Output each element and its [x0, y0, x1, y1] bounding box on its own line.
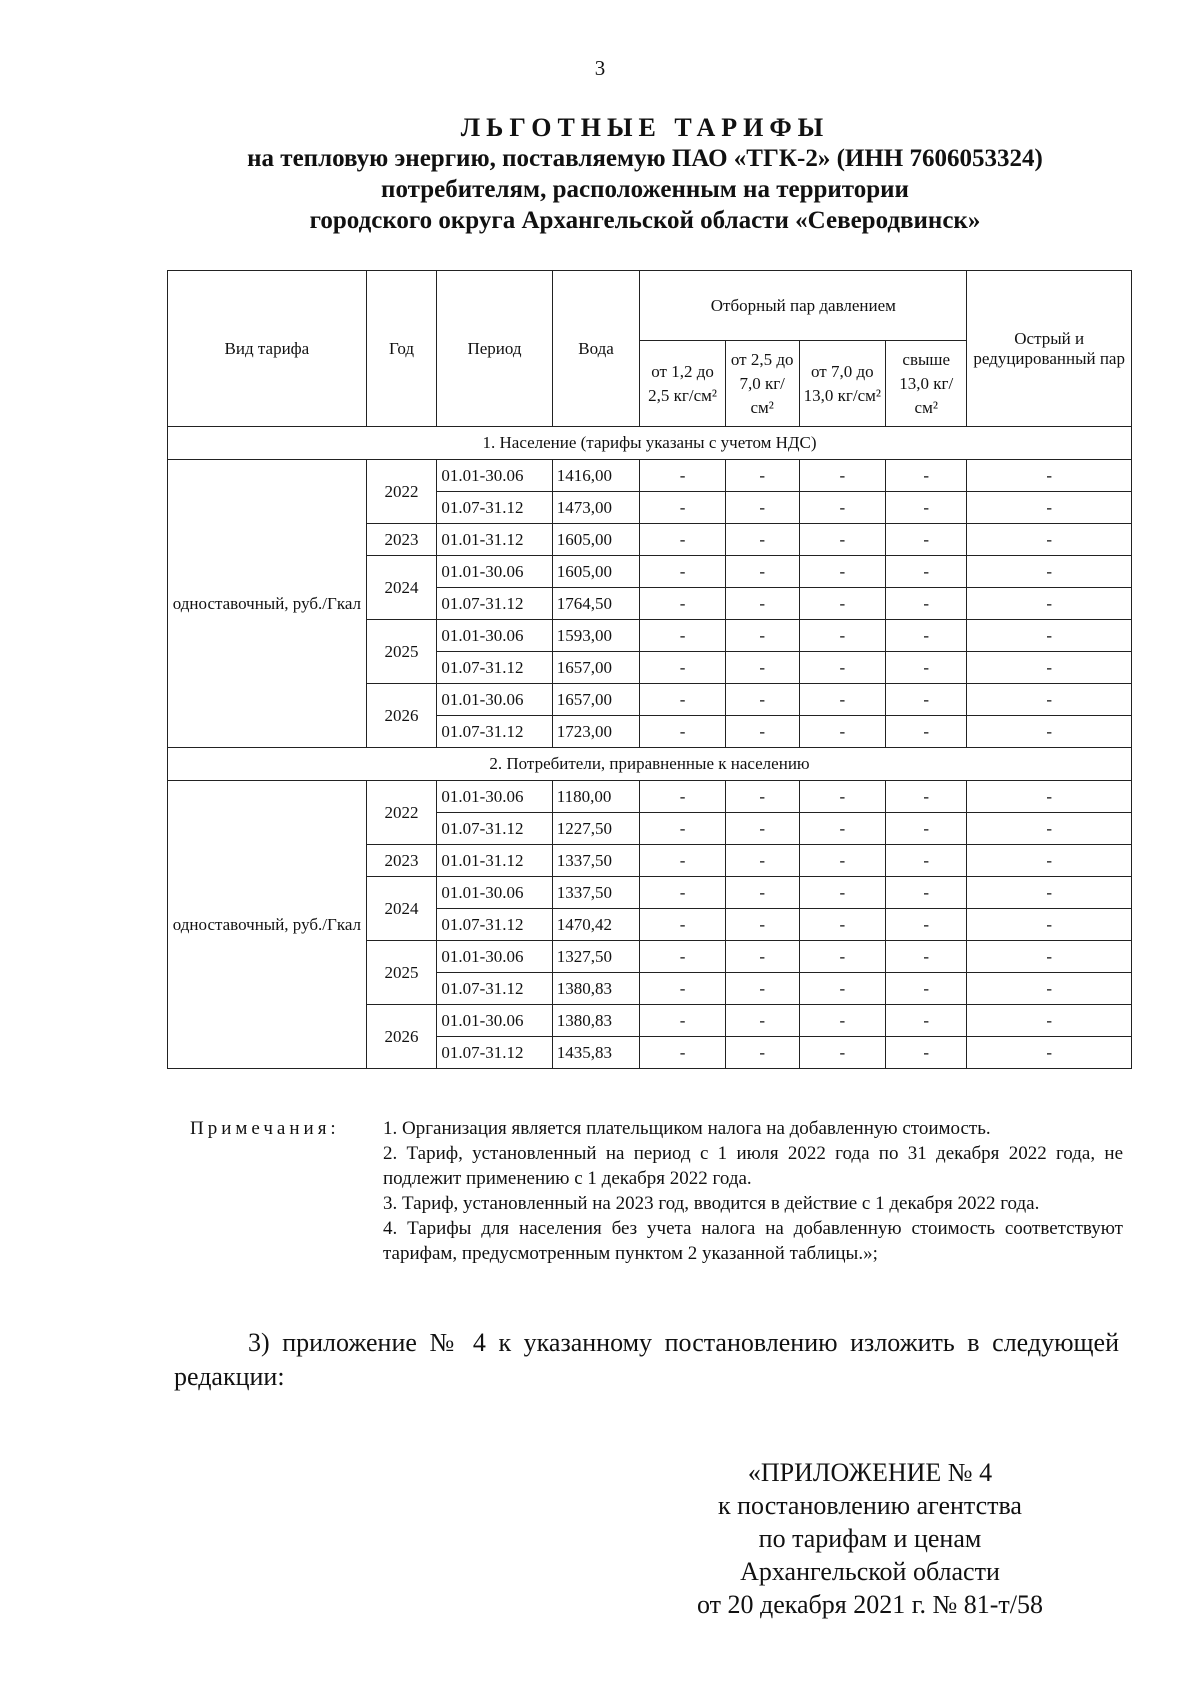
cell-period: 01.01-30.06: [437, 620, 552, 652]
cell-tariff-type: одноставочный, руб./Гкал: [168, 781, 367, 1069]
cell-s3: -: [799, 941, 886, 973]
cell-s1: -: [640, 941, 725, 973]
table-row: [168, 781, 1132, 813]
cell-s5: -: [967, 588, 1132, 620]
cell-s2: -: [725, 716, 799, 748]
cell-water: 1327,50: [552, 941, 640, 973]
cell-s4: -: [886, 524, 967, 556]
cell-s2: -: [725, 941, 799, 973]
cell-period: 01.07-31.12: [437, 973, 552, 1005]
cell-s1: -: [640, 588, 725, 620]
notes-list: [383, 1116, 1123, 1266]
cell-s1: -: [640, 973, 725, 1005]
cell-s4: -: [886, 909, 967, 941]
cell-s5: -: [967, 620, 1132, 652]
tariffs-table: [167, 270, 1132, 1069]
cell-s3: -: [799, 716, 886, 748]
cell-s5: -: [967, 845, 1132, 877]
section-title: 2. Потребители, приравненные к населению: [168, 748, 1132, 781]
cell-period: 01.01-30.06: [437, 877, 552, 909]
cell-s4: -: [886, 684, 967, 716]
cell-s1: -: [640, 845, 725, 877]
cell-s3: -: [799, 973, 886, 1005]
cell-s2: -: [725, 781, 799, 813]
title-line-2: на тепловую энергию, поставляемую ПАО «ТГК-2» (ИНН 7606053324): [247, 145, 1043, 172]
cell-water: 1380,83: [552, 973, 640, 1005]
cell-s4: -: [886, 813, 967, 845]
cell-s5: -: [967, 909, 1132, 941]
notes-label: Примечания:: [190, 1118, 340, 1139]
note-item: 4. Тарифы для населения без учета налога на добавленную стоимость соответствуют тарифам, предусмотренным пунктом 2 указанной таблицы.»;: [383, 1218, 1123, 1264]
cell-s5: -: [967, 1037, 1132, 1069]
cell-period: 01.07-31.12: [437, 652, 552, 684]
cell-water: 1593,00: [552, 620, 640, 652]
cell-s2: -: [725, 556, 799, 588]
cell-period: 01.01-30.06: [437, 684, 552, 716]
cell-period: 01.01-30.06: [437, 1005, 552, 1037]
cell-s4: -: [886, 492, 967, 524]
cell-s5: -: [967, 1005, 1132, 1037]
cell-period: 01.01-30.06: [437, 556, 552, 588]
cell-s2: -: [725, 845, 799, 877]
cell-year: 2026: [366, 684, 437, 748]
cell-period: 01.07-31.12: [437, 1037, 552, 1069]
cell-s2: -: [725, 1037, 799, 1069]
cell-s2: -: [725, 652, 799, 684]
cell-s3: -: [799, 492, 886, 524]
cell-water: 1473,00: [552, 492, 640, 524]
cell-s1: -: [640, 684, 725, 716]
title-main: ЛЬГОТНЫЕ ТАРИФЫ: [460, 113, 830, 142]
cell-s1: -: [640, 460, 725, 492]
cell-s3: -: [799, 652, 886, 684]
section-title-row: [168, 748, 1132, 781]
cell-s2: -: [725, 877, 799, 909]
cell-water: 1180,00: [552, 781, 640, 813]
cell-water: 1723,00: [552, 716, 640, 748]
cell-water: 1657,00: [552, 684, 640, 716]
cell-s5: -: [967, 492, 1132, 524]
cell-s4: -: [886, 781, 967, 813]
cell-tariff-type: одноставочный, руб./Гкал: [168, 460, 367, 748]
note-item: 2. Тариф, установленный на период с 1 июля 2022 года по 31 декабря 2022 года, не подлежит применению с 1 декабря 2022 года.: [383, 1143, 1123, 1189]
cell-period: 01.01-30.06: [437, 460, 552, 492]
cell-s3: -: [799, 588, 886, 620]
appendix-line-2: к постановлению агентства: [718, 1491, 1022, 1520]
cell-s3: -: [799, 1037, 886, 1069]
cell-s3: -: [799, 813, 886, 845]
cell-water: 1657,00: [552, 652, 640, 684]
cell-s1: -: [640, 556, 725, 588]
cell-s5: -: [967, 524, 1132, 556]
cell-s2: -: [725, 524, 799, 556]
cell-water: 1380,83: [552, 1005, 640, 1037]
header-steam-2: от 2,5 до 7,0 кг/см²: [725, 341, 799, 427]
cell-period: 01.01-31.12: [437, 524, 552, 556]
cell-s3: -: [799, 877, 886, 909]
cell-s1: -: [640, 781, 725, 813]
cell-s5: -: [967, 877, 1132, 909]
cell-s5: -: [967, 460, 1132, 492]
cell-s2: -: [725, 1005, 799, 1037]
cell-s2: -: [725, 813, 799, 845]
cell-s2: -: [725, 460, 799, 492]
header-steam-3: от 7,0 до 13,0 кг/см²: [799, 341, 886, 427]
amendment-paragraph: 3) приложение № 4 к указанному постановлению изложить в следующей редакции:: [174, 1328, 1119, 1391]
cell-period: 01.07-31.12: [437, 909, 552, 941]
cell-s5: -: [967, 716, 1132, 748]
cell-water: 1227,50: [552, 813, 640, 845]
note-item: 3. Тариф, установленный на 2023 год, вводится в действие с 1 декабря 2022 года.: [383, 1193, 1040, 1214]
cell-s3: -: [799, 909, 886, 941]
cell-s4: -: [886, 877, 967, 909]
cell-year: 2022: [366, 460, 437, 524]
cell-s2: -: [725, 909, 799, 941]
section-title: 1. Население (тарифы указаны с учетом НДС): [168, 427, 1132, 460]
cell-s3: -: [799, 556, 886, 588]
cell-s3: -: [799, 460, 886, 492]
cell-s4: -: [886, 941, 967, 973]
appendix-block: [640, 1456, 1100, 1621]
cell-s4: -: [886, 973, 967, 1005]
cell-year: 2023: [366, 845, 437, 877]
cell-period: 01.01-31.12: [437, 845, 552, 877]
page-number: 3: [594, 56, 606, 80]
cell-s2: -: [725, 620, 799, 652]
cell-s3: -: [799, 524, 886, 556]
cell-year: 2026: [366, 1005, 437, 1069]
cell-s4: -: [886, 1037, 967, 1069]
cell-period: 01.07-31.12: [437, 588, 552, 620]
header-tariff-type: Вид тарифа: [168, 271, 367, 427]
cell-period: 01.01-30.06: [437, 781, 552, 813]
cell-s3: -: [799, 845, 886, 877]
cell-s3: -: [799, 1005, 886, 1037]
cell-s5: -: [967, 652, 1132, 684]
cell-s4: -: [886, 588, 967, 620]
header-steam-group: Отборный пар давлением: [640, 271, 967, 341]
cell-s1: -: [640, 652, 725, 684]
cell-year: 2024: [366, 877, 437, 941]
cell-period: 01.07-31.12: [437, 813, 552, 845]
cell-period: 01.01-30.06: [437, 941, 552, 973]
note-item: 1. Организация является плательщиком налога на добавленную стоимость.: [383, 1118, 991, 1139]
appendix-line-3: по тарифам и ценам: [758, 1524, 982, 1553]
cell-s4: -: [886, 556, 967, 588]
appendix-line-4: Архангельской области: [740, 1557, 1000, 1586]
cell-water: 1470,42: [552, 909, 640, 941]
cell-s4: -: [886, 652, 967, 684]
cell-s5: -: [967, 556, 1132, 588]
cell-period: 01.07-31.12: [437, 716, 552, 748]
cell-s4: -: [886, 1005, 967, 1037]
title-line-4: городского округа Архангельской области «Северодвинск»: [309, 207, 981, 234]
cell-water: 1764,50: [552, 588, 640, 620]
cell-s5: -: [967, 973, 1132, 1005]
cell-water: 1337,50: [552, 877, 640, 909]
cell-s1: -: [640, 524, 725, 556]
cell-s1: -: [640, 1005, 725, 1037]
header-year: Год: [366, 271, 437, 427]
cell-s2: -: [725, 492, 799, 524]
cell-water: 1435,83: [552, 1037, 640, 1069]
cell-s1: -: [640, 716, 725, 748]
cell-year: 2025: [366, 620, 437, 684]
header-steam-1: от 1,2 до 2,5 кг/см²: [640, 341, 725, 427]
document-title: [150, 112, 1140, 236]
table-header-row: [168, 271, 1132, 341]
cell-year: 2023: [366, 524, 437, 556]
cell-year: 2025: [366, 941, 437, 1005]
header-period: Период: [437, 271, 552, 427]
cell-year: 2022: [366, 781, 437, 845]
cell-s4: -: [886, 845, 967, 877]
header-water: Вода: [552, 271, 640, 427]
cell-water: 1337,50: [552, 845, 640, 877]
cell-s2: -: [725, 973, 799, 1005]
cell-period: 01.07-31.12: [437, 492, 552, 524]
cell-water: 1605,00: [552, 556, 640, 588]
cell-water: 1416,00: [552, 460, 640, 492]
cell-s3: -: [799, 781, 886, 813]
cell-s5: -: [967, 781, 1132, 813]
cell-s4: -: [886, 716, 967, 748]
cell-s3: -: [799, 620, 886, 652]
appendix-line-1: «ПРИЛОЖЕНИЕ № 4: [747, 1458, 993, 1487]
cell-s1: -: [640, 813, 725, 845]
header-steam-4: свыше 13,0 кг/см²: [886, 341, 967, 427]
cell-s1: -: [640, 492, 725, 524]
cell-s5: -: [967, 813, 1132, 845]
header-sharp-steam: Острый и редуцированный пар: [967, 271, 1132, 427]
section-title-row: [168, 427, 1132, 460]
cell-s1: -: [640, 909, 725, 941]
cell-s2: -: [725, 588, 799, 620]
table-body: [168, 427, 1132, 1069]
cell-water: 1605,00: [552, 524, 640, 556]
appendix-line-5: от 20 декабря 2021 г. № 81-т/58: [696, 1590, 1044, 1619]
cell-s2: -: [725, 684, 799, 716]
title-line-3: потребителям, расположенным на территории: [381, 176, 909, 203]
cell-s3: -: [799, 684, 886, 716]
cell-s1: -: [640, 620, 725, 652]
cell-s5: -: [967, 941, 1132, 973]
table-row: [168, 460, 1132, 492]
cell-s1: -: [640, 877, 725, 909]
cell-s5: -: [967, 684, 1132, 716]
cell-year: 2024: [366, 556, 437, 620]
cell-s1: -: [640, 1037, 725, 1069]
cell-s4: -: [886, 460, 967, 492]
cell-s4: -: [886, 620, 967, 652]
